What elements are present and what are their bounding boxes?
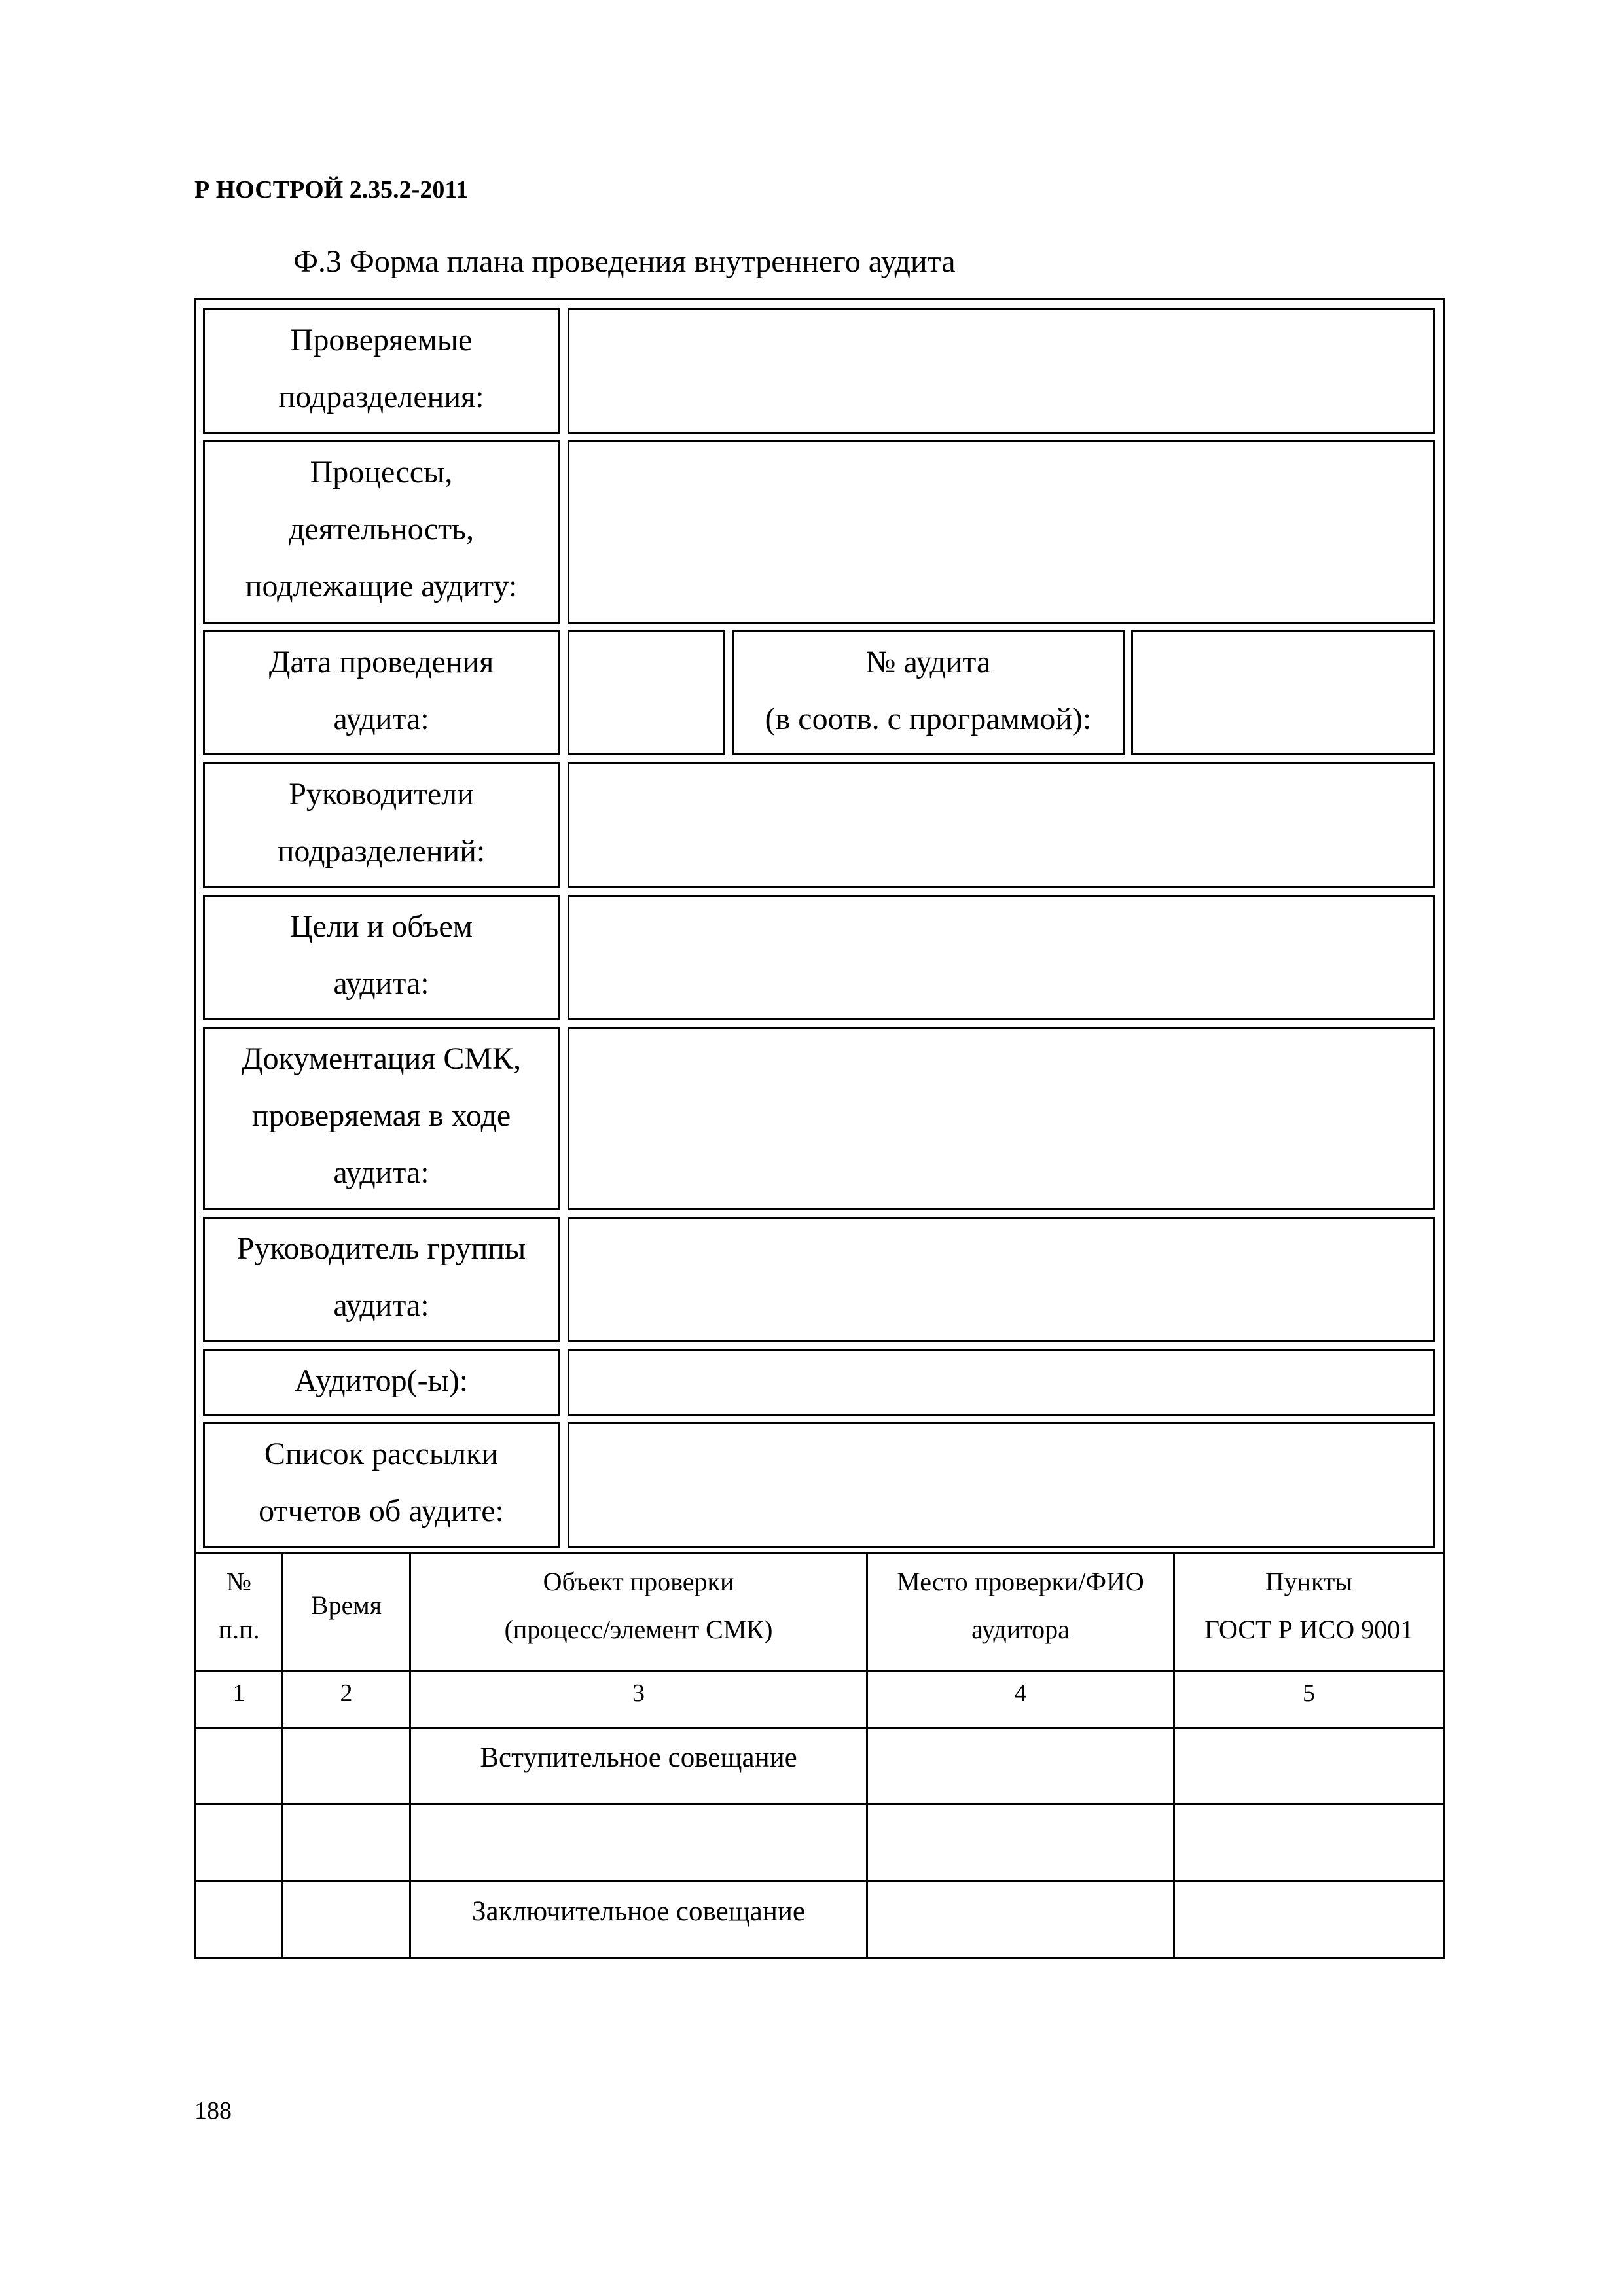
table-header-cell: Объект проверки (процесс/элемент СМК) <box>504 1567 773 1644</box>
table-header-cell: Пункты ГОСТ Р ИСО 9001 <box>1204 1567 1414 1644</box>
table-row-object-cell: Вступительное совещание <box>480 1742 797 1773</box>
label-audit-team-lead: Руководитель группы аудита: <box>203 1217 560 1342</box>
table-header-cell: № п.п. <box>218 1567 260 1644</box>
field-qms-documentation[interactable] <box>568 1027 1435 1210</box>
document-code: Р НОСТРОЙ 2.35.2-2011 <box>194 176 469 204</box>
field-processes[interactable] <box>568 440 1435 624</box>
table-hline <box>194 1803 1445 1805</box>
table-hline <box>194 1957 1445 1959</box>
table-column-number: 3 <box>632 1679 645 1707</box>
field-department-heads[interactable] <box>568 762 1435 888</box>
field-audit-date[interactable] <box>568 630 725 755</box>
form-title: Ф.3 Форма плана проведения внутреннего аудита <box>293 244 956 279</box>
table-hline <box>194 1880 1445 1882</box>
field-distribution-list[interactable] <box>568 1422 1435 1548</box>
table-vline <box>1443 1552 1445 1959</box>
table-header-cell: Время <box>310 1590 382 1620</box>
field-audited-departments[interactable] <box>568 308 1435 434</box>
table-column-number: 1 <box>232 1679 245 1707</box>
field-audit-team-lead[interactable] <box>568 1217 1435 1342</box>
table-hline <box>194 1670 1445 1672</box>
table-column-number: 4 <box>1014 1679 1027 1707</box>
table-hline <box>194 1552 1445 1554</box>
label-audited-departments: Проверяемые подразделения: <box>203 308 560 434</box>
field-audit-goals[interactable] <box>568 895 1435 1020</box>
table-column-number: 5 <box>1303 1679 1315 1707</box>
label-department-heads: Руководители подразделений: <box>203 762 560 888</box>
table-hline <box>194 1727 1445 1729</box>
table-row-object-cell: Заключительное совещание <box>472 1896 805 1927</box>
table-column-number: 2 <box>340 1679 353 1707</box>
label-audit-date: Дата проведения аудита: <box>203 630 560 755</box>
field-audit-number[interactable] <box>1131 630 1435 755</box>
label-qms-documentation: Документация СМК, проверяемая в ходе аудита: <box>203 1027 560 1210</box>
label-auditors: Аудитор(-ы): <box>203 1349 560 1416</box>
field-auditors[interactable] <box>568 1349 1435 1416</box>
label-processes: Процессы, деятельность, подлежащие аудиту: <box>203 440 560 624</box>
audit-plan-form <box>194 298 1445 1554</box>
table-header-cell: Место проверки/ФИО аудитора <box>897 1567 1144 1644</box>
label-audit-number: № аудита (в соотв. с программой): <box>732 630 1125 755</box>
page-number: 188 <box>194 2097 232 2125</box>
label-audit-goals: Цели и объем аудита: <box>203 895 560 1020</box>
label-distribution-list: Список рассылки отчетов об аудите: <box>203 1422 560 1548</box>
